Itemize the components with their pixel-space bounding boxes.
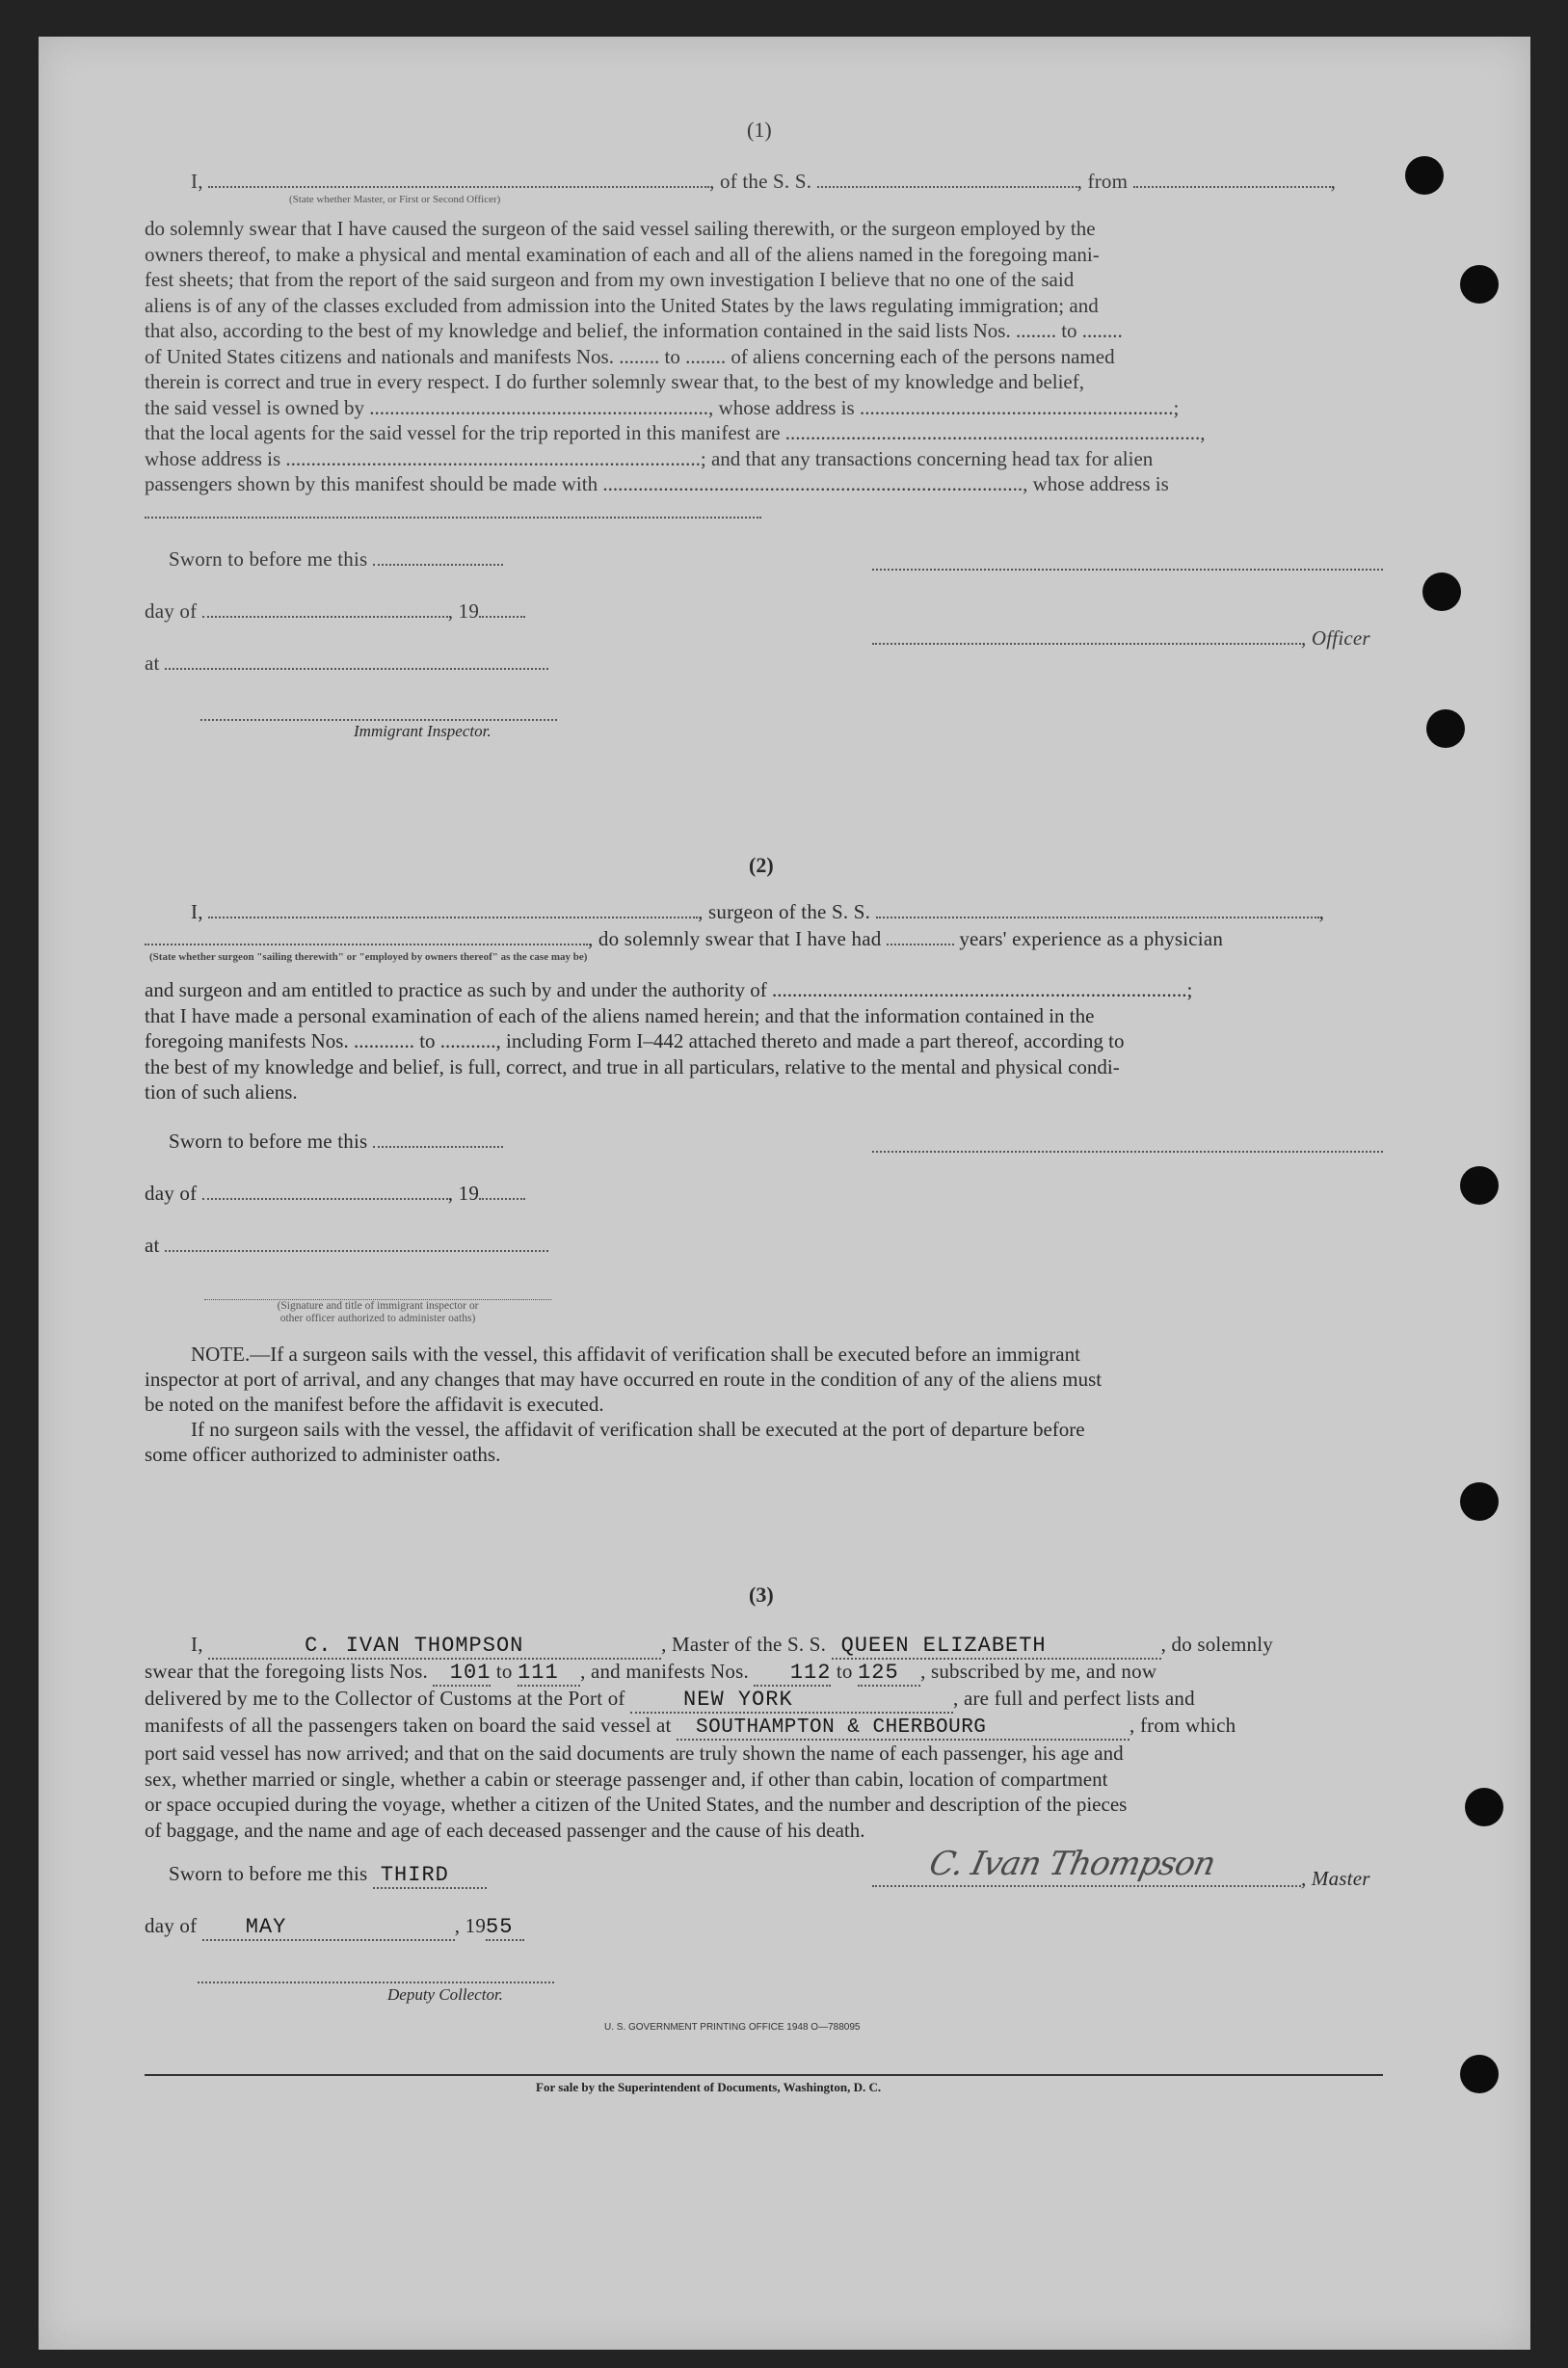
section-2-line2: , do solemnly swear that I have had years' experience as a physician [145,927,1223,951]
from-port-field [1133,171,1331,188]
label-i: I, [191,170,203,193]
section-3-title: (3) [749,1583,774,1607]
section-2-title: (2) [749,853,774,877]
section-2-note: NOTE.—If a surgeon sails with the vessel, this affidavit of verification shall be executed before an immigrant inspector at port of arrival, and any changes that may have occurred en route in the condition of any of the aliens must be noted on the manifest before the affidavit is executed. If no surgeon sails with the vessel, the affidavit of verification shall be executed at the port of departure before some officer authorized to administer oaths. [145,1343,1103,1466]
printing-office-note: U. S. GOVERNMENT PRINTING OFFICE 1948 O—788095 [604,2022,861,2033]
port-field: NEW YORK [630,1688,953,1714]
sworn-line: Sworn to before me this [169,547,503,572]
officer-name-field [208,171,709,188]
manifests-to-field: 125 [858,1661,920,1687]
para-line: aliens is of any of the classes excluded from admission into the United States by the laws regulating immigration; and [145,293,1099,317]
binder-hole [1460,1482,1499,1521]
day-of-line: day of , 19 [145,1182,525,1206]
binder-hole [1426,709,1465,748]
ship-name-field: QUEEN ELIZABETH [832,1634,1161,1660]
section-3-line1: I, C. IVAN THOMPSON , Master of the S. S. QUEEN ELIZABETH , do solemnly [191,1633,1273,1658]
inspector-label: Immigrant Inspector. [354,722,492,740]
address-field [145,501,761,519]
binder-hole [1465,1788,1503,1826]
surgeon-note: (State whether surgeon "sailing therewith" or "employed by owners thereof" as the case may be) [149,951,588,963]
section-3-paragraph: port said vessel has now arrived; and that on the said documents are truly shown the name of each passenger, his age and sex, whether married or single, whether a cabin or steerage passenger and, if other than cabin, location of compartment or space occupied during the voyage, whether a citizen of the United States, and the number and description of the pieces of baggage, and the name and age of each deceased passenger and the cause of his death. [145,1742,1128,1842]
label-from: , from [1076,170,1129,193]
section-2-paragraph: and surgeon and am entitled to practice as such by and under the authority of ..................................................................................; that I have made a personal examination of each of the aliens named herein; and that the information contained in the foregoing manifests Nos. ............ to ..........., including Form I–442 attached thereto and made a part thereof, according to the best of my knowledge and belief, is full, correct, and true in all particulars, relative to the mental and physical condi- tion of such aliens. [145,978,1193,1104]
master-name-field: C. IVAN THOMPSON [208,1634,661,1660]
day-of-line: day of , 19 [145,599,525,624]
master-signature [872,1843,1301,1887]
label-of-ss: , of the S. S. [709,170,812,193]
year-field: 55 [486,1915,524,1941]
master-label: , Master [1301,1867,1370,1890]
departure-ports-field: SOUTHAMPTON & CHERBOURG [677,1716,1129,1741]
lists-from-field: 101 [433,1661,491,1687]
sworn-day-field: THIRD [373,1863,487,1889]
para-line: the said vessel is owned by ..................................................................., whose address is ..............................................................; [145,395,1180,419]
lists-to-field: 111 [518,1661,580,1687]
signature-image: C. Ivan Thompson [925,1845,1219,1883]
binder-hole [1460,265,1499,304]
ship-name-field [876,901,1319,918]
years-field [887,928,954,945]
manifests-from-field: 112 [754,1661,831,1687]
section-1-title: (1) [747,118,772,142]
para-line: whose address is ..................................................................................; and that any transactions concerning head tax for alien [145,446,1154,470]
deputy-label: Deputy Collector. [387,1985,503,2004]
para-line: that the local agents for the said vessel for the trip reported in this manifest are .................................................................................., [145,421,1206,444]
binder-hole [1422,572,1461,611]
section-3-line3: delivered by me to the Collector of Customs at the Port of NEW YORK , are full and perfect lists and [145,1687,1195,1712]
binder-hole [1460,1166,1499,1205]
para-line: passengers shown by this manifest should be made with ..................................................................................., whose address is [145,472,1169,495]
section-1-line1: I, , of the S. S. , from , [191,170,1337,193]
para-line: of United States citizens and nationals and manifests Nos. ........ to ........ of aliens concerning each of the persons named [145,344,1115,368]
sworn-line: Sworn to before me this [169,1130,503,1154]
binder-hole [1405,156,1444,195]
para-line: therein is correct and true in every respect. I do further solemnly swear that, to the best of my knowledge and belief, [145,370,1084,393]
deputy-signature-field [198,1966,554,1983]
ship-name-field [817,171,1077,188]
section-3-line4: manifests of all the passengers taken on board the said vessel at SOUTHAMPTON & CHERBOURG , from which [145,1714,1236,1739]
officer-line: , Officer [872,626,1370,651]
at-line: at [145,1234,548,1258]
para-line: that also, according to the best of my knowledge and belief, the information contained in the said lists Nos. ........ to ........ [145,319,1123,342]
section-1-paragraph [145,216,1383,497]
sworn-line: Sworn to before me this THIRD [169,1862,487,1889]
month-field: MAY [202,1915,455,1941]
officer-note: (State whether Master, or First or Second Officer) [289,194,501,205]
day-of-line: day of MAY , 1955 [145,1914,524,1941]
footer-rule [145,2074,1383,2076]
binder-hole [1460,2055,1499,2093]
officer-signature-field [872,553,1383,571]
section-2-line1: I, , surgeon of the S. S. , [191,900,1325,923]
section-3-line2: swear that the foregoing lists Nos. 101 to 111 , and manifests Nos. 112 to 125 , subscribed by me, and now [145,1660,1157,1685]
sale-note: For sale by the Superintendent of Documents, Washington, D. C. [536,2080,882,2094]
inspector-signature-field [200,704,557,721]
surgeon-name-field [208,901,698,918]
signature-note: (Signature and title of immigrant inspector or other officer authorized to administer oaths) [204,1299,551,1325]
para-line: owners thereof, to make a physical and mental examination of each and all of the aliens named in the foregoing mani- [145,242,1100,266]
inspector-signature-field [872,1135,1383,1153]
para-line: fest sheets; that from the report of the said surgeon and from my own investigation I believe that no one of the said [145,268,1075,291]
para-line: do solemnly swear that I have caused the surgeon of the said vessel sailing therewith, or the surgeon employed by the [145,217,1096,240]
at-line: at [145,652,548,676]
